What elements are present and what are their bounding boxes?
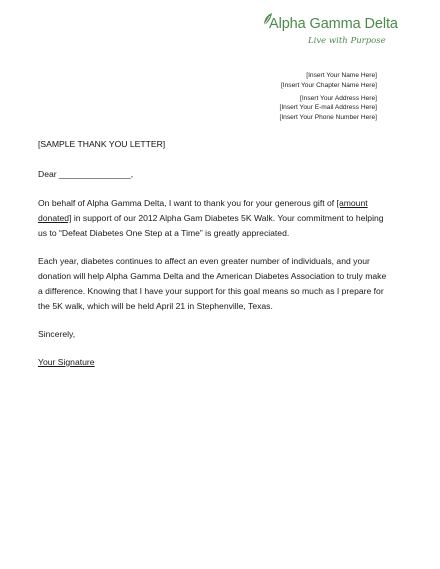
- sender-contact-block: [280, 71, 378, 122]
- letter-title: [SAMPLE THANK YOU LETTER]: [38, 139, 166, 149]
- sender-phone: [Insert Your Phone Number Here]: [279, 113, 377, 121]
- paragraph-1: [38, 196, 388, 241]
- amount-donated-placeholder: [amount donated]: [38, 198, 368, 223]
- logo-wordmark: Alpha Gamma Delta: [269, 16, 398, 32]
- sender-email: [Insert Your E-mail Address Here]: [279, 104, 377, 112]
- paragraph-1-rest: in support of our 2012 Alpha Gam Diabetes 5K Walk. Your commitment to helping us to “Defeat Diabetes One Step at a Time” is greatly appreciated.: [38, 212, 384, 238]
- greeting: Dear _______________,: [38, 169, 134, 179]
- closing: Sincerely,: [38, 329, 76, 339]
- logo-tagline: Live with Purpose: [308, 36, 386, 46]
- sender-address: [Insert Your Address Here]: [300, 94, 377, 102]
- sender-name: [Insert Your Name Here]: [306, 72, 377, 79]
- sender-chapter: [Insert Your Chapter Name Here]: [280, 81, 377, 89]
- signature-placeholder: Your Signature: [38, 357, 95, 367]
- paragraph-2: Each year, diabetes continues to affect an even greater number of individuals, and your donation will help Alpha Gamma Delta and the American Diabetes Association to truly make a difference. Knowing that I have your support for this goal means so much as I prepare for the 5K walk, which will be held April 21 in Stephenville, Texas.: [38, 256, 387, 311]
- alpha-gamma-delta-logo: [262, 10, 398, 50]
- paragraph-1-intro: On behalf of Alpha Gamma Delta, I want to thank you for your generous gift of: [38, 198, 337, 208]
